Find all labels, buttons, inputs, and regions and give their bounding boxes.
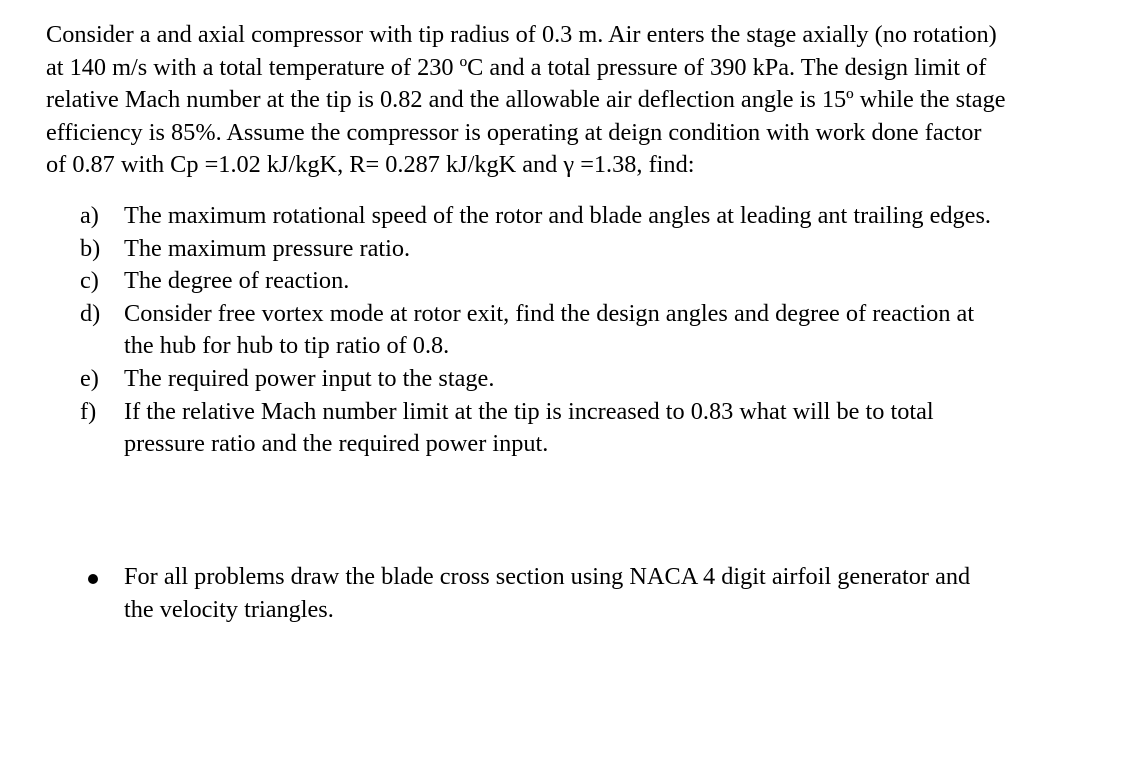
- question-text: [124, 265, 1125, 298]
- question-line: the hub for hub to tip ratio of 0.8.: [124, 332, 450, 360]
- problem-line-2: at 140 m/s with a total temperature of 230 ºC and a total pressure of 390 kPa. The design limit of: [46, 53, 987, 81]
- question-line: The maximum pressure ratio.: [124, 234, 411, 262]
- question-line: The required power input to the stage.: [124, 364, 495, 392]
- question-label: a): [80, 202, 99, 229]
- question-label: c): [80, 267, 99, 295]
- question-text: [124, 200, 1125, 233]
- problem-line-4: efficiency is 85%. Assume the compressor is operating at deign condition with work done factor: [46, 118, 982, 146]
- question-label: f): [80, 397, 97, 425]
- problem-line-3: relative Mach number at the tip is 0.82 and the allowable air deflection angle is 15º while the stage: [46, 86, 1006, 114]
- question-list: [0, 200, 1125, 461]
- problem-statement: [46, 19, 1076, 182]
- question-c: [0, 265, 1125, 298]
- question-line: pressure ratio and the required power input.: [124, 430, 549, 458]
- instruction-line: the velocity triangles.: [124, 595, 334, 623]
- problem-line-1: Consider a and axial compressor with tip radius of 0.3 m. Air enters the stage axially (no rotation): [46, 21, 997, 48]
- drawing-instruction: [0, 561, 1125, 626]
- question-f: [0, 396, 1125, 461]
- question-label: b): [80, 234, 101, 262]
- instruction-text: [124, 561, 1125, 626]
- question-line: Consider free vortex mode at rotor exit, find the design angles and degree of reaction at: [124, 299, 975, 327]
- question-line: The maximum rotational speed of the rotor and blade angles at leading ant trailing edges.: [124, 202, 991, 229]
- question-line: The degree of reaction.: [124, 267, 350, 295]
- instruction-line: For all problems draw the blade cross section using NACA 4 digit airfoil generator and: [124, 563, 971, 590]
- question-text: [124, 363, 1125, 396]
- question-line: If the relative Mach number limit at the tip is increased to 0.83 what will be to total: [124, 397, 934, 425]
- question-text: [124, 396, 1125, 461]
- question-d: [0, 298, 1125, 363]
- question-b: [0, 233, 1125, 266]
- question-label: d): [80, 299, 101, 327]
- question-a: [0, 200, 1125, 233]
- bullet-icon: [88, 574, 98, 584]
- question-e: [0, 363, 1125, 396]
- question-text: [124, 233, 1125, 266]
- question-label: e): [80, 364, 99, 392]
- question-text: [124, 298, 1125, 363]
- problem-line-5: of 0.87 with Cp =1.02 kJ/kgK, R= 0.287 kJ/kgK and γ =1.38, find:: [46, 151, 695, 179]
